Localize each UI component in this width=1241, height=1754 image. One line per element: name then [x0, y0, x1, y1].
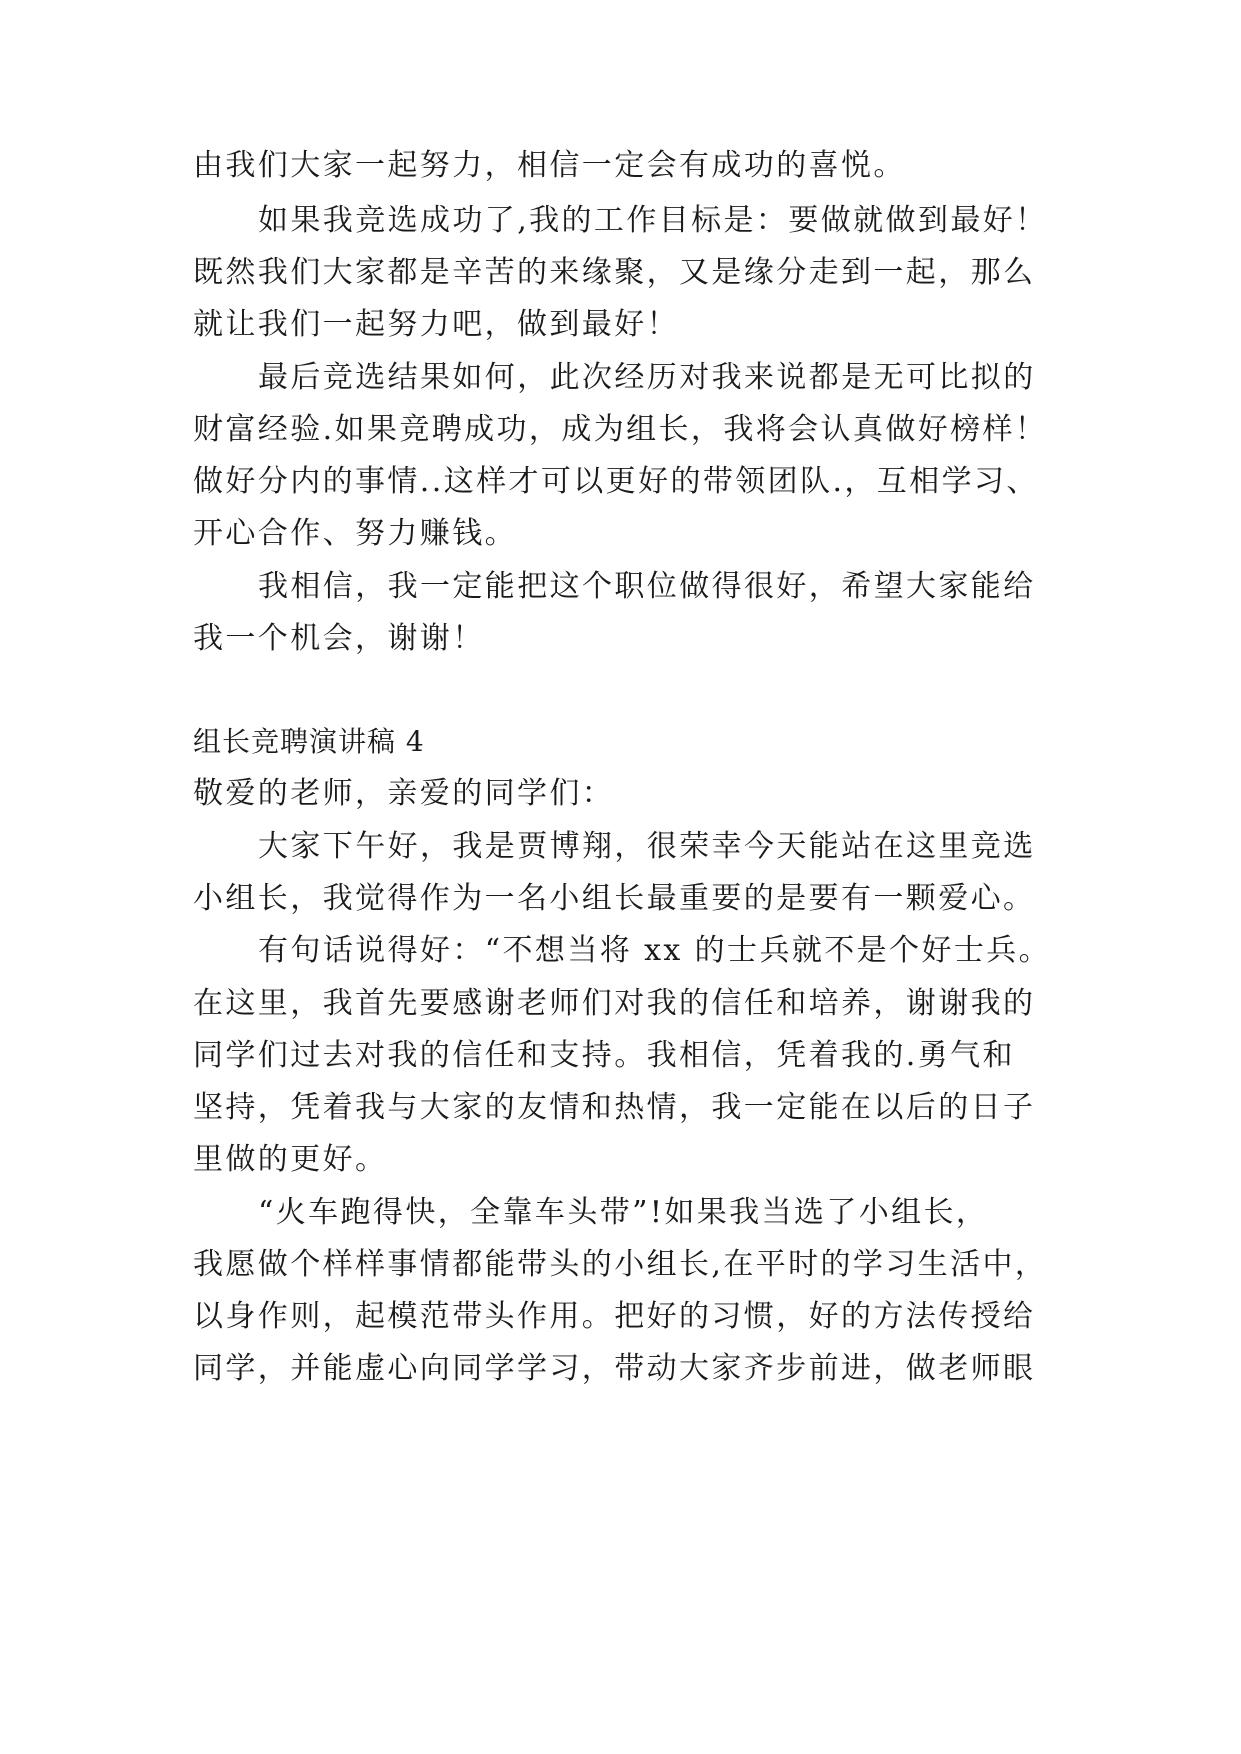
paragraph-line: 就让我们一起努力吧，做到最好！ — [193, 307, 679, 342]
paragraph-line: 有句话说得好：“不想当将 xx 的士兵就不是个好士兵。 — [258, 933, 1052, 968]
paragraph-line: 既然我们大家都是辛苦的来缘聚，又是缘分走到一起，那么 — [193, 255, 1036, 290]
paragraph-line: 坚持，凭着我与大家的友情和热情，我一定能在以后的日子 — [193, 1090, 1036, 1125]
paragraph-line: 由我们大家一起努力，相信一定会有成功的喜悦。 — [193, 148, 906, 183]
paragraph-line: “火车跑得快，全靠车头带”!如果我当选了小组长， — [258, 1195, 989, 1230]
paragraph-line: 最后竞选结果如何，此次经历对我来说都是无可比拟的 — [258, 360, 1036, 395]
paragraph-line: 财富经验.如果竞聘成功，成为组长，我将会认真做好榜样！ — [193, 412, 1048, 447]
paragraph-line: 如果我竞选成功了,我的工作目标是：要做就做到最好！ — [258, 203, 1048, 238]
paragraph-line: 我相信，我一定能把这个职位做得很好，希望大家能给 — [258, 569, 1036, 604]
paragraph-line: 我愿做个样样事情都能带头的小组长,在平时的学习生活中， — [193, 1247, 1048, 1282]
paragraph-line: 在这里，我首先要感谢老师们对我的信任和培养，谢谢我的 — [193, 986, 1036, 1021]
paragraph-line: 大家下午好，我是贾博翔，很荣幸今天能站在这里竞选 — [258, 829, 1036, 864]
section-title: 组长竞聘演讲稿 4 — [193, 725, 425, 758]
paragraph-line: 里做的更好。 — [193, 1142, 388, 1177]
paragraph-line: 我一个机会，谢谢！ — [193, 621, 485, 656]
paragraph-line: 同学，并能虚心向同学学习，带动大家齐步前进，做老师眼 — [193, 1351, 1036, 1386]
paragraph-line: 做好分内的事情..这样才可以更好的带领团队.，互相学习、 — [193, 464, 1039, 499]
paragraph-line: 同学们过去对我的信任和支持。我相信，凭着我的.勇气和 — [193, 1038, 1015, 1073]
paragraph-line: 以身作则，起模范带头作用。把好的习惯，好的方法传授给 — [193, 1299, 1036, 1334]
salutation: 敬爱的老师，亲爱的同学们： — [193, 776, 615, 811]
paragraph-line: 开心合作、努力赚钱。 — [193, 516, 517, 551]
paragraph-line: 小组长，我觉得作为一名小组长最重要的是要有一颗爱心。 — [193, 881, 1036, 916]
